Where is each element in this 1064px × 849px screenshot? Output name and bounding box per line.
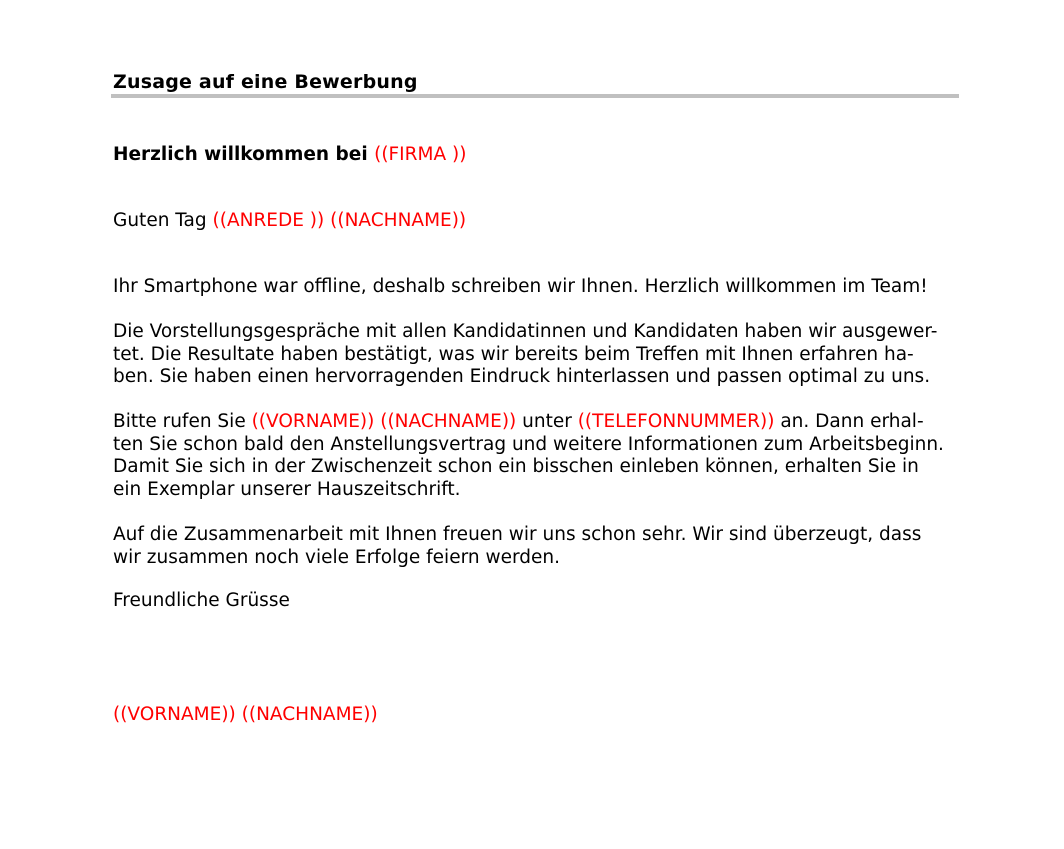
paragraph-offline-notice: Ihr Smartphone war offline, deshalb schreiben wir Ihnen. Herzlich willkommen im Team! xyxy=(113,276,928,297)
paragraph-line: ein Exemplar unserer Hauszeitschrift. xyxy=(113,478,461,500)
paragraph-line: ben. Sie haben einen hervorragenden Eindruck hinterlassen und passen optimal zu uns. xyxy=(113,366,931,387)
call-text-c: an. Dann erhal- xyxy=(774,411,924,432)
placeholder-vorname: ((VORNAME)) xyxy=(113,704,236,725)
signature-line xyxy=(113,704,378,727)
welcome-text: Herzlich willkommen bei xyxy=(113,144,375,165)
placeholder-nachname: ((NACHNAME)) xyxy=(380,411,517,432)
placeholder-nachname: ((NACHNAME)) xyxy=(241,704,378,725)
paragraph-interview-results xyxy=(113,321,937,389)
paragraph-line: Auf die Zusammenarbeit mit Ihnen freuen wir uns schon sehr. Wir sind überzeugt, dass xyxy=(113,524,922,545)
paragraph-line: ten Sie schon bald den Anstellungsvertrag und weitere Informationen zum Arbeitsbeginn. xyxy=(113,433,944,455)
title-divider xyxy=(111,94,959,98)
paragraph-line xyxy=(113,411,944,434)
paragraph-line: Damit Sie sich in der Zwischenzeit schon ein bisschen einleben können, erhalten Sie in xyxy=(113,456,919,477)
placeholder-nachname: ((NACHNAME)) xyxy=(330,210,467,231)
document-title: Zusage auf eine Bewerbung xyxy=(113,71,418,93)
greeting-text: Guten Tag xyxy=(113,210,213,231)
paragraph-line: wir zusammen noch viele Erfolge feiern werden. xyxy=(113,546,560,568)
paragraph-line: Die Vorstellungsgespräche mit allen Kandidatinnen und Kandidaten haben wir ausgewer- xyxy=(113,321,938,342)
placeholder-vorname: ((VORNAME)) xyxy=(251,411,375,432)
call-text-b: unter xyxy=(516,411,578,432)
paragraph-call-request xyxy=(113,411,944,501)
closing-salutation: Freundliche Grüsse xyxy=(113,590,290,611)
greeting-line xyxy=(113,210,466,233)
call-text-a: Bitte rufen Sie xyxy=(113,411,252,432)
paragraph-collaboration xyxy=(113,524,921,569)
placeholder-telefonnummer: ((TELEFONNUMMER)) xyxy=(577,411,775,432)
placeholder-firma: ((FIRMA )) xyxy=(374,144,467,165)
placeholder-anrede: ((ANREDE )) xyxy=(212,210,325,231)
paragraph-line: tet. Die Resultate haben bestätigt, was wir bereits beim Treffen mit Ihnen erfahren ha- xyxy=(113,343,914,365)
welcome-heading xyxy=(113,144,466,167)
